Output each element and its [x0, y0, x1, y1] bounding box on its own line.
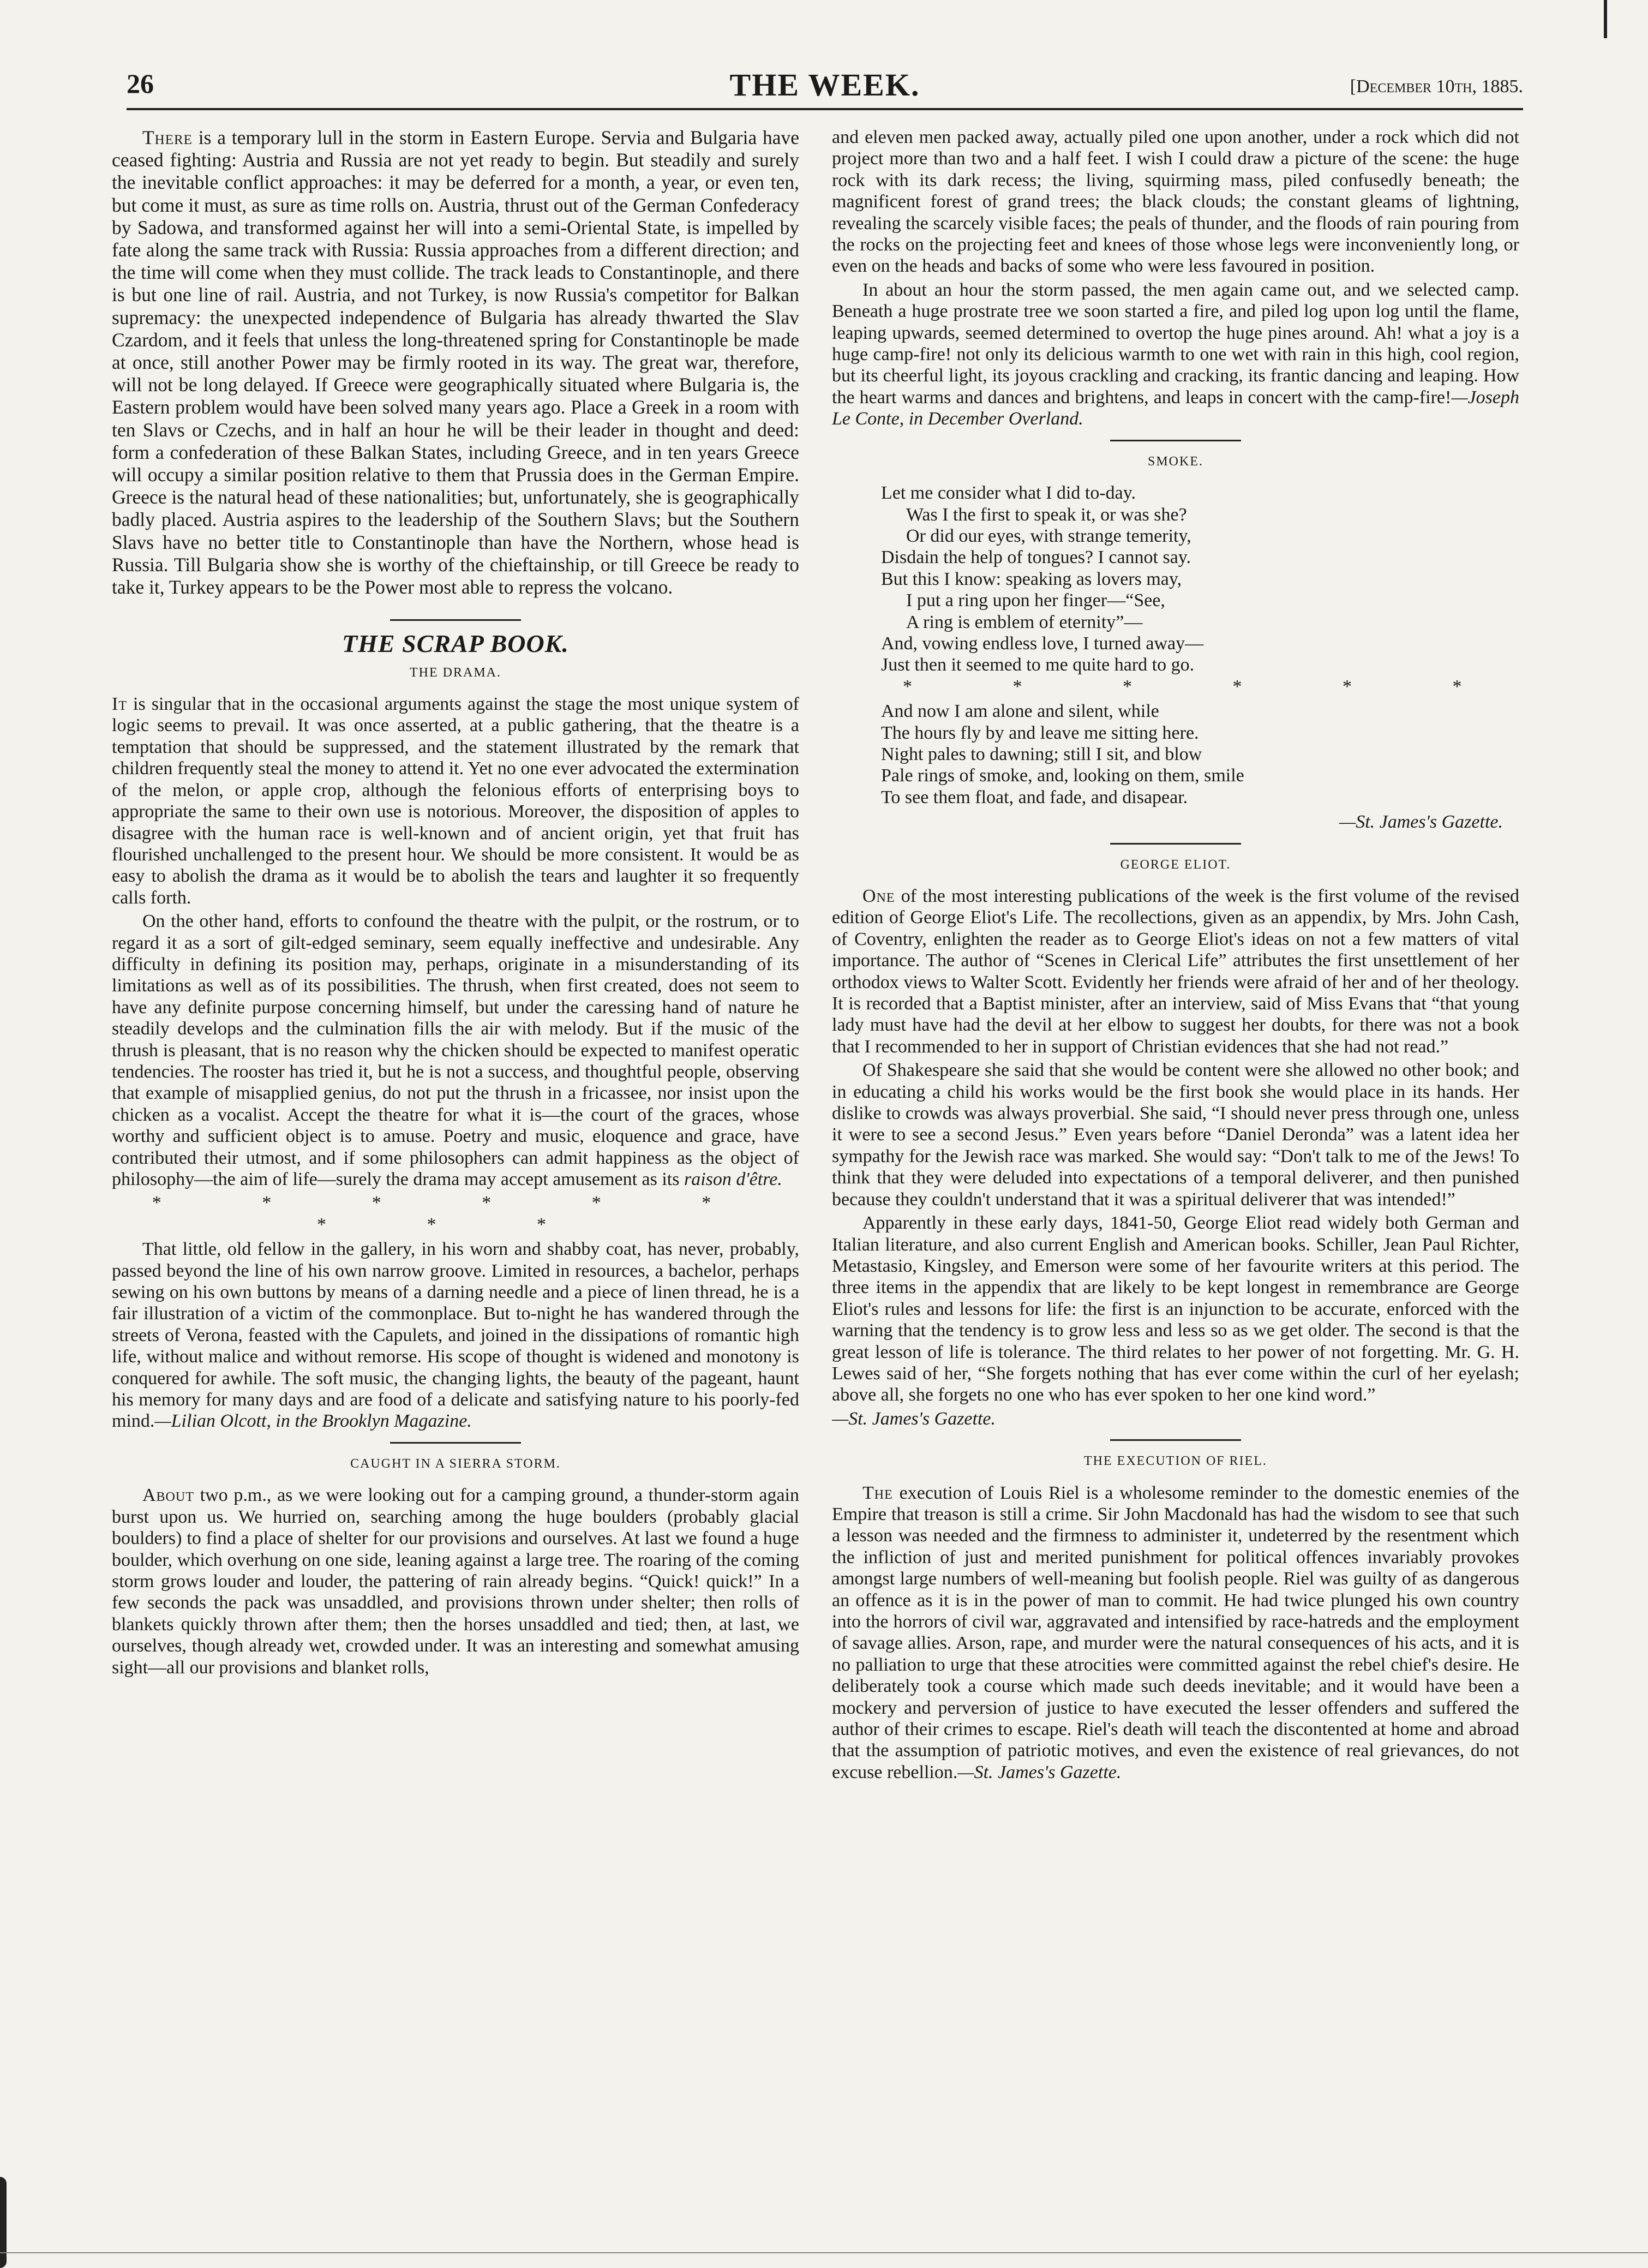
- poem-line: Was I the first to speak it, or was she?: [906, 504, 1187, 525]
- eliot-heading: GEORGE ELIOT.: [1120, 857, 1231, 872]
- section-rule: [390, 1442, 521, 1444]
- page-number: 26: [127, 68, 154, 99]
- scan-edge-mark: [1604, 0, 1607, 38]
- poem-line: But this I know: speaking as lovers may,: [881, 569, 1182, 589]
- riel-heading: THE EXECUTION OF RIEL.: [1084, 1454, 1267, 1469]
- scrap-book-title: THE SCRAP BOOK.: [342, 630, 569, 658]
- poem-line: And, vowing endless love, I turned away—: [881, 633, 1204, 654]
- right-column: [832, 127, 1519, 2227]
- eliot-paragraph-2: Of Shakespeare she said that she would be content were she allowed no other book; and in educating a child his works would be the first book she would place in its hands. Her dislike to crowds was always proverbial. She said, “I should never press through one, unless it were to see a second Jesus.” Even years before “Daniel Deronda” was a latent idea her sympathy for the Jewish race was marked. She would say: “Don't talk to me of the Jews! To think that they were deluded into expectations of a temporal deliverer, and then punished because they couldn't understand that it was a spiritual deliverer that was intended!”: [832, 1060, 1519, 1210]
- riel-paragraph: The execution of Louis Riel is a wholesome reminder to the domestic enemies of the Empire that treason is still a crime. Sir John Macdonald has had the wisdom to see that such a lesson was needed and the firmness to administer it, undeterred by the resentment which the infliction of just and merited punishment for political offences invariably provokes amongst large numbers of well-meaning but foolish people. Riel was guilty of as dangerous an offence as it is in the power of man to commit. He had twice plunged his own country into the horrors of civil war, aggravated and intensified by race-hatreds and the employment of savage allies. Arson, rape, and murder were the natural consequences of his acts, and it is no palliation to urge that these atrocities were committed against the rebel chief's desire. He deliberately took a course which made such deeds inevitable; and it would have been a mockery and perversion of justice to have executed the lesser offenders and suffered the author of their crimes to escape. Riel's death will teach the discontented at home and abroad that the assumption of patriotic motives, and even the existence of real grievances, do not excuse rebellion.—St. James's Gazette.: [832, 1482, 1519, 1782]
- poem-stars: * * * * * *: [903, 676, 1510, 697]
- scan-edge-mark: [0, 2177, 7, 2268]
- poem-line: Or did our eyes, with strange temerity,: [906, 525, 1191, 546]
- storm-paragraph-1: About two p.m., as we were looking out for a camping ground, a thunder-storm again burst upon us. We hurried on, searching among the huge boulders (probably glacial boulders) to find a place of shelter for our provisions and ourselves. At last we found a huge boulder, which overhung on one side, leaning against a large tree. The roaring of the coming storm grows louder and louder, the pattering of rain already begins. “Quick! quick!” In a few seconds the pack was unsaddled, and provisions thrown under shelter; then rolls of blankets quickly thrown after them; then the horses unsaddled and tied; then, at last, we ourselves, though already wet, crowded under. It was an interesting and somewhat amusing sight—all our provisions and blanket rolls,: [112, 1485, 799, 1678]
- scan-bottom-line: [0, 2252, 1648, 2253]
- left-column: [112, 127, 799, 2227]
- storm-heading: CAUGHT IN A SIERRA STORM.: [350, 1456, 561, 1471]
- storm-paragraph-1-continued: and eleven men packed away, actually piled one upon another, under a rock which did not project more than two and a half feet. I wish I could draw a picture of the scene: the huge rock with its dark recess; the living, squirming mass, piled confusedly beneath; the magnificent forest of grand trees; the black clouds; the constant gleams of lightning, revealing the scarcely visible faces; the peals of thunder, and the floods of rain pouring from the rocks on the projecting feet and knees of those whose legs were inconveniently long, or even on the heads and backs of some who were less favoured in position.: [832, 127, 1519, 277]
- poem-line: The hours fly by and leave me sitting here.: [881, 722, 1199, 743]
- smoke-heading: SMOKE.: [1147, 454, 1203, 469]
- poem-line: Pale rings of smoke, and, looking on them, smile: [881, 765, 1244, 786]
- drama-paragraph-3: That little, old fellow in the gallery, in his worn and shabby coat, has never, probably, passed beyond the line of his own narrow groove. Limited in resources, a bachelor, perhaps sewing on his own buttons by means of a darning needle and a piece of linen thread, he is a fair illustration of a victim of the commonplace. But to-night he has wandered through the streets of Verona, feasted with the Capulets, and joined in the dissipations of romantic high life, without malice and without remorse. His scope of thought is widened and monotony is conquered for awhile. The soft music, the changing lights, the beauty of the pageant, haunt his memory for many days and are food of a delicate and satisfying nature to his poorly-fed mind.—Lilian Olcott, in the Brooklyn Magazine.: [112, 1239, 799, 1432]
- issue-date: [December 10th, 1885.: [1350, 76, 1523, 97]
- poem-line: A ring is emblem of eternity”—: [906, 612, 1143, 632]
- section-rule: [1110, 843, 1241, 845]
- page-header: [127, 64, 1523, 108]
- smoke-poem: [881, 482, 1519, 808]
- poem-line: Disdain the help of tongues? I cannot say.: [881, 547, 1191, 568]
- poem-line: To see them float, and fade, and disapear.: [881, 787, 1188, 807]
- smoke-attribution: —St. James's Gazette.: [1339, 812, 1503, 833]
- storm-paragraph-2: In about an hour the storm passed, the men again came out, and we selected camp. Beneath a huge prostrate tree we soon started a fire, and piled log upon log until the flame, leaping upwards, seemed determined to overtop the huge pines around. Ah! what a joy is a huge camp-fire! not only its delicious warmth to one wet with rain in this high, cool region, but its cheerful light, its joyous crackling and cracking, its frantic dancing and leaping. How the heart warms and dances and brightens, and leaps in concert with the camp-fire!—Joseph Le Conte, in December Overland.: [832, 279, 1519, 429]
- poem-line: Let me consider what I did to-day.: [881, 483, 1136, 504]
- poem-line: I put a ring upon her finger—“See,: [906, 590, 1165, 611]
- section-rule: [390, 619, 521, 621]
- eliot-paragraph-1: One of the most interesting publications of the week is the first volume of the revised edition of George Eliot's Life. The recollections, given as an appendix, by Mrs. John Cash, of Coventry, enlighten the reader as to George Eliot's ideas on not a few matters of vital importance. The author of “Scenes in Clerical Life” attributes the first unsettlement of her orthodox views to Walter Scott. Evidently her friends were afraid of her and of her theology. It is recorded that a Baptist minister, after an interview, said of Miss Evans that “that young lady must have had the devil at her elbow to suggest her doubts, for there was not a book that I recommended to her in support of Christian evidences that she had not read.”: [832, 886, 1519, 1057]
- eliot-attribution: —St. James's Gazette.: [832, 1408, 996, 1429]
- poem-line: Just then it seemed to me quite hard to go.: [881, 655, 1195, 675]
- section-rule: [1110, 440, 1241, 441]
- poem-line: And now I am alone and silent, while: [881, 701, 1159, 722]
- drama-paragraph-2: On the other hand, efforts to confound the theatre with the pulpit, or the rostrum, or to regard it as a sort of gilt-edged seminary, seem equally ineffective and undesirable. Any difficulty in defining its position may, perhaps, originate in a misunderstanding of its limitations as well as of its possibilities. The thrush, when first created, does not seem to have any definite purpose concerning himself, but under the caressing hand of nature he steadily develops and the culmination fills the air with melody. But if the music of the thrush is pleasant, that is no reason why the chicken should be expected to manifest operatic tendencies. The rooster has tried it, but he is not a success, and thoughtful people, observing that example of misapplied genius, do not put the thrush in a fricassee, nor insist upon the chicken as a vocalist. Accept the theatre for what it is—the court of the graces, whose worthy and sufficient object is to amuse. Poetry and music, eloquence and grace, have contributed their utmost, and if some philosophers can admit happiness as the object of philosophy—the aim of life—surely the drama may accept amusement as its raison d'être.: [112, 911, 799, 1190]
- editorial-paragraph: There is a temporary lull in the storm in Eastern Europe. Servia and Bulgaria have ceased fighting: Austria and Russia are not yet ready to begin. But steadily and surely the inevitable conflict approaches: it may be deferred for a month, a year, or even ten, but come it must, as sure as time rolls on. Austria, thrust out of the German Confederacy by Sadowa, and transformed against her will into a semi-Oriental State, is impelled by fate along the same track with Russia: Russia approaches from a different direction; and the time will come when they must collide. The track leads to Constantinople, and there is but one line of rail. Austria, and not Turkey, is now Russia's competitor for Balkan supremacy: the unexpected independence of Bulgaria has already thwarted the Slav Czardom, and it feels that unless the long-threatened spring for Constantinople be made at once, still another Power may be firmly rooted in its way. The great war, therefore, will not be long delayed. If Greece were geographically situated where Bulgaria is, the Eastern problem would have been solved many years ago. Place a Greek in a room with ten Slavs or Czechs, and in half an hour he will be their leader in thought and deed: form a confederation of these Balkan States, including Greece, and in ten years Greece will occupy a similar position relative to them that Prussia does in the German Empire. Greece is the natural head of these nationalities; but, unfortunately, she is geographically badly placed. Austria aspires to the leadership of the Southern Slavs; but the Southern Slavs have no better title to Constantinople than have the Northern, whose head is Russia. Till Bulgaria show she is worthy of the chieftainship, or till Greece be ready to take it, Turkey appears to be the Power most able to repress the volcano.: [112, 127, 799, 599]
- drama-paragraph-1: It is singular that in the occasional arguments against the stage the most unique system of logic seems to prevail. It was once asserted, at a public gathering, that the theatre is a temptation that should be suppressed, and the statement illustrated by the remark that children frequently steal the money to attend it. Yet no one ever advocated the extermination of the melon, or apple crop, although the felonious efforts of enterprising boys to appropriate the same to their own use is notorious. Moreover, the disposition of apples to disagree with the human race is well-known and of ancient origin, yet that fruit has flourished unchallenged to the present hour. We should be more consistent. It would be as easy to abolish the drama as it would be to abolish the tears and laughter it so frequently calls forth.: [112, 694, 799, 908]
- drama-heading: THE DRAMA.: [410, 665, 501, 680]
- header-rule: [127, 108, 1523, 110]
- section-rule: [1110, 1439, 1241, 1441]
- drama-stars: * * * * * * * * *: [152, 1193, 759, 1235]
- masthead-title: THE WEEK.: [729, 67, 920, 103]
- poem-line: Night pales to dawning; still I sit, and blow: [881, 744, 1202, 764]
- eliot-paragraph-3: Apparently in these early days, 1841-50, George Eliot read widely both German and Italian literature, and also current English and American books. Schiller, Jean Paul Richter, Metastasio, Kingsley, and Emerson were some of her favourite writers at this period. The three items in the appendix that are likely to be kept longest in remembrance are George Eliot's rules and lessons for life: the first is an injunction to be accurate, enforced with the warning that the tendency is to grow less and less so as we get older. The second is that the great lesson of life is tolerance. The third relates to her power of not forgetting. Mr. G. H. Lewes said of her, “She forgets nothing that has ever come within the curl of her eyelash; above all, she forgets no one who has ever spoken to her one kind word.”: [832, 1213, 1519, 1405]
